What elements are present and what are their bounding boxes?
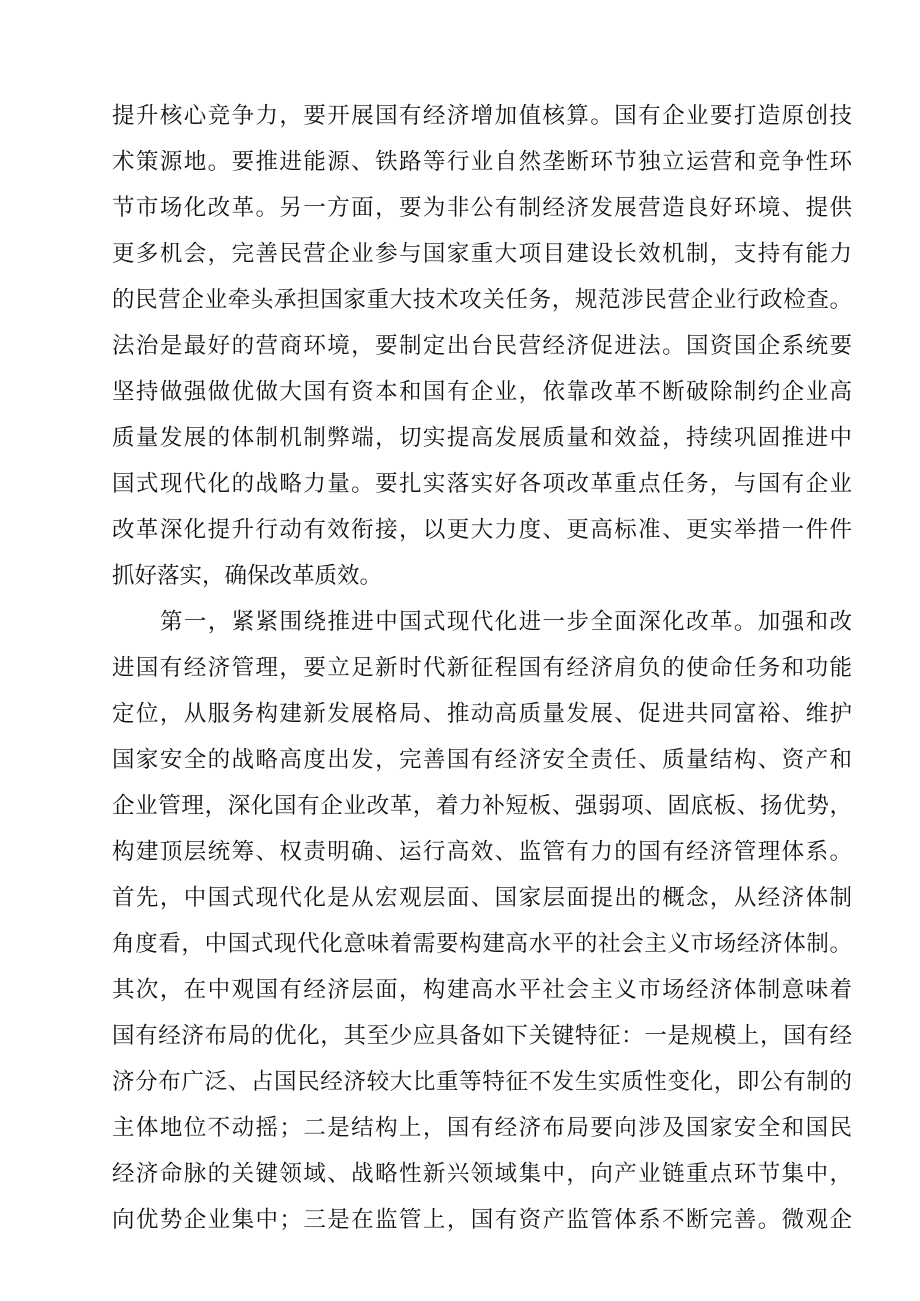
- text-line: 首先，中国式现代化是从宏观层面、国家层面提出的概念，从经济体制: [112, 885, 852, 911]
- text-line: 节市场化改革。另一方面，要为非公有制经济发展营造良好环境、提供: [112, 195, 852, 221]
- text-line: 法治是最好的营商环境，要制定出台民营经济促进法。国资国企系统要: [112, 333, 852, 359]
- text-line: 其次，在中观国有经济层面，构建高水平社会主义市场经济体制意味着: [112, 977, 852, 1003]
- paragraph-1: [112, 93, 852, 599]
- text-line: 质量发展的体制机制弊端，切实提高发展质量和效益，持续巩固推进中: [112, 425, 852, 451]
- text-line: 第一，紧紧围绕推进中国式现代化进一步全面深化改革。加强和改: [160, 609, 852, 635]
- text-line: 国家安全的战略高度出发，完善国有经济安全责任、质量结构、资产和: [112, 747, 852, 773]
- text-line: 术策源地。要推进能源、铁路等行业自然垄断环节独立运营和竞争性环: [112, 149, 852, 175]
- text-line: 国有经济布局的优化，其至少应具备如下关键特征：一是规模上，国有经: [112, 1023, 852, 1049]
- text-line: 经济命脉的关键领域、战略性新兴领域集中，向产业链重点环节集中，: [112, 1161, 852, 1187]
- text-line: 角度看，中国式现代化意味着需要构建高水平的社会主义市场经济体制。: [112, 931, 852, 957]
- text-line: 的民营企业牵头承担国家重大技术攻关任务，规范涉民营企业行政检查。: [112, 287, 852, 313]
- text-line: 国式现代化的战略力量。要扎实落实好各项改革重点任务，与国有企业: [112, 471, 852, 497]
- text-line: 坚持做强做优做大国有资本和国有企业，依靠改革不断破除制约企业高: [112, 379, 852, 405]
- text-line: 济分布广泛、占国民经济较大比重等特征不发生实质性变化，即公有制的: [112, 1069, 852, 1095]
- document-body: [112, 93, 852, 1243]
- text-line: 定位，从服务构建新发展格局、推动高质量发展、促进共同富裕、维护: [112, 701, 852, 727]
- text-line: 抓好落实，确保改革质效。: [112, 563, 383, 589]
- text-line: 更多机会，完善民营企业参与国家重大项目建设长效机制，支持有能力: [112, 241, 852, 267]
- text-line: 进国有经济管理，要立足新时代新征程国有经济肩负的使命任务和功能: [112, 655, 852, 681]
- paragraph-2: [112, 599, 852, 1243]
- text-line: 构建顶层统筹、权责明确、运行高效、监管有力的国有经济管理体系。: [112, 839, 852, 865]
- text-line: 主体地位不动摇；二是结构上，国有经济布局要向涉及国家安全和国民: [112, 1115, 852, 1141]
- text-line: 向优势企业集中；三是在监管上，国有资产监管体系不断完善。微观企: [112, 1207, 852, 1233]
- text-line: 企业管理，深化国有企业改革，着力补短板、强弱项、固底板、扬优势，: [112, 793, 852, 819]
- text-line: 改革深化提升行动有效衔接，以更大力度、更高标准、更实举措一件件: [112, 517, 852, 543]
- text-line: 提升核心竞争力，要开展国有经济增加值核算。国有企业要打造原创技: [112, 103, 852, 129]
